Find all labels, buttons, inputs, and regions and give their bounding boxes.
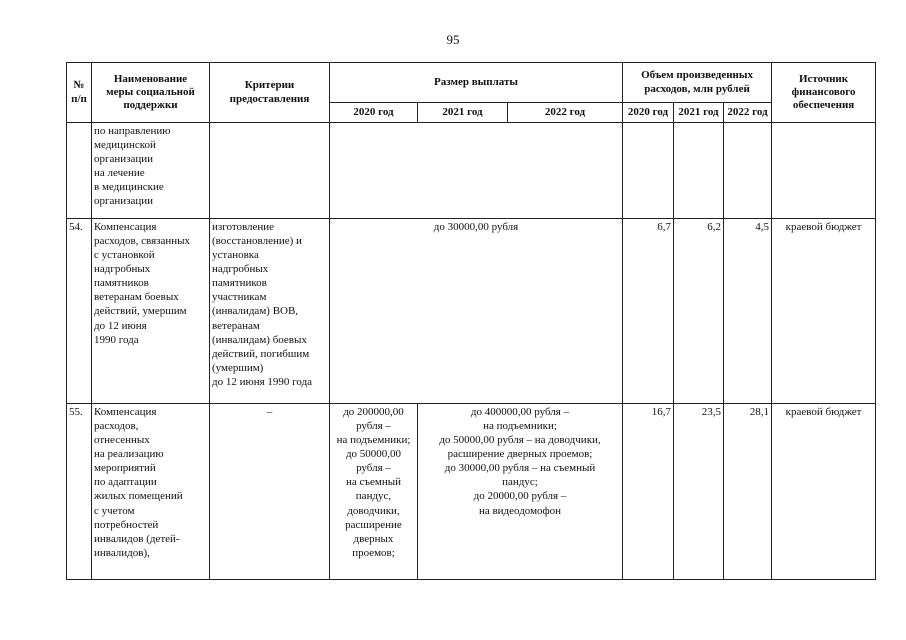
- cell-v2022: 4,5: [724, 219, 772, 404]
- cell-name: по направлению медицинской организации на лечение в медицинские организации: [92, 123, 210, 219]
- cell-v2022: [724, 123, 772, 219]
- cell-v2020: 16,7: [623, 404, 674, 580]
- cell-criteria: –: [210, 404, 330, 580]
- cell-v2020: 6,7: [623, 219, 674, 404]
- header-pay-2020: 2020 год: [330, 103, 418, 123]
- cell-source: [772, 123, 876, 219]
- cell-num: [67, 123, 92, 219]
- cell-v2022: 28,1: [724, 404, 772, 580]
- cell-v2021: 23,5: [674, 404, 724, 580]
- header-source: Источник финансового обеспечения: [772, 63, 876, 123]
- cell-name: Компенсация расходов, отнесенных на реализацию мероприятий по адаптации жилых помещений с учетом потребностей инвалидов (детей- инвалидов),: [92, 404, 210, 580]
- header-pay-2021: 2021 год: [418, 103, 508, 123]
- cell-criteria: [210, 123, 330, 219]
- header-criteria: Критерии предоставления: [210, 63, 330, 123]
- cell-v2021: 6,2: [674, 219, 724, 404]
- header-pay-2022: 2022 год: [508, 103, 623, 123]
- header-vol-2022: 2022 год: [724, 103, 772, 123]
- table-row-55: [67, 404, 876, 580]
- table-row-continuation: [67, 123, 876, 219]
- cell-name: Компенсация расходов, связанных с установкой надгробных памятников ветеранам боевых действий, умершим до 12 июня 1990 года: [92, 219, 210, 404]
- cell-source: краевой бюджет: [772, 219, 876, 404]
- cell-num: 54.: [67, 219, 92, 404]
- cell-num: 55.: [67, 404, 92, 580]
- cell-v2020: [623, 123, 674, 219]
- table-row-54: [67, 219, 876, 404]
- header-num: № п/п: [67, 63, 92, 123]
- cell-source: краевой бюджет: [772, 404, 876, 580]
- cell-payment: [330, 123, 623, 219]
- cell-payment: до 30000,00 рубля: [330, 219, 623, 404]
- header-volume: Объем произведенных расходов, млн рублей: [623, 63, 772, 103]
- header-vol-2021: 2021 год: [674, 103, 724, 123]
- header-vol-2020: 2020 год: [623, 103, 674, 123]
- cell-criteria: изготовление (восстановление) и установка надгробных памятников участникам (инвалидам) ВОВ, ветеранам (инвалидам) боевых действий, погибшим (умершим) до 12 июня 1990 года: [210, 219, 330, 404]
- cell-pay-2020: до 200000,00 рубля – на подъемники; до 50000,00 рубля – на съемный пандус, доводчики, расширение дверных проемов;: [330, 404, 418, 580]
- cell-pay-2021-2022: до 400000,00 рубля – на подъемники; до 50000,00 рубля – на доводчики, расширение дверных проемов; до 30000,00 рубля – на съемный пандус; до 20000,00 рубля – на видеодомофон: [418, 404, 623, 580]
- cell-v2021: [674, 123, 724, 219]
- header-name: Наименование меры социальной поддержки: [92, 63, 210, 123]
- header-payment: Размер выплаты: [330, 63, 623, 103]
- social-support-table: [66, 62, 876, 580]
- page-number: 95: [446, 32, 460, 47]
